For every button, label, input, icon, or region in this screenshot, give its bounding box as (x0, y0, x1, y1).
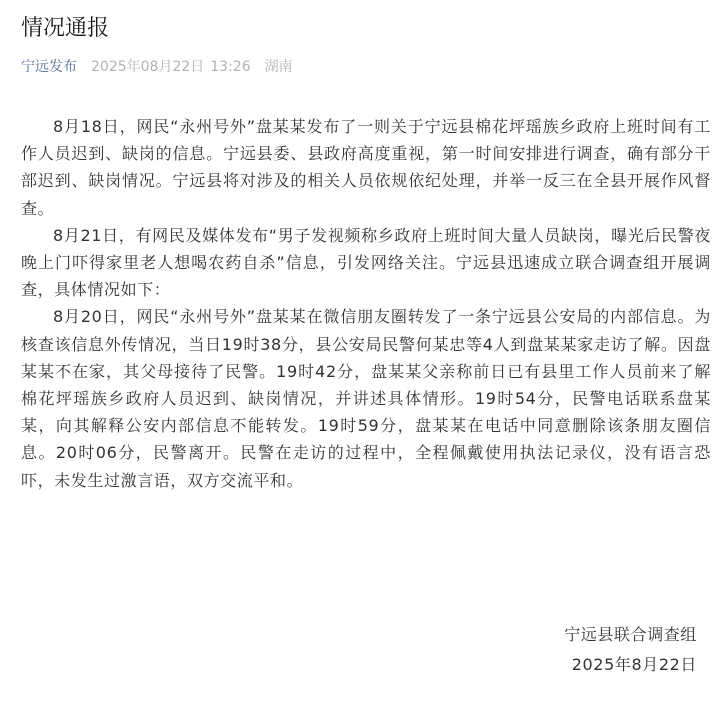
paragraph-3: 8月20日，网民“永州号外”盘某某在微信朋友圈转发了一条宁远县公安局的内部信息。为核查该信息外传情况，当日19时38分，县公安局民警何某忠等4人到盘某某家走访了解。因盘某某不在家，其父母接待了民警。19时42分，盘某某父亲称前日已有县里工作人员前来了解棉花坪瑶族乡政府人员迟到、缺岗情况，并讲述具体情形。19时54分，民警电话联系盘某某，向其解释公安内部信息不能转发。19时59分，盘某某在电话中同意删除该条朋友圈信息。20时06分，民警离开。民警在走访的过程中，全程佩戴使用执法记录仪，没有语言恐吓，未发生过激言语，双方交流平和。 (21, 307, 711, 490)
article-title: 情况通报 (21, 16, 110, 41)
publish-date: 2025年08月22日 (91, 59, 205, 75)
signature-block (564, 620, 697, 680)
account-name-link[interactable]: 宁远发布 (21, 59, 77, 75)
paragraph-2: 8月21日，有网民及媒体发布“男子发视频称乡政府上班时间大量人员缺岗，曝光后民警夜晚上门吓得家里老人想喝农药自杀”信息，引发网络关注。宁远县迅速成立联合调查组开展调查，具体情况如下： (21, 225, 711, 300)
paragraph-1: 8月18日，网民“永州号外”盘某某发布了一则关于宁远县棉花坪瑶族乡政府上班时间有工作人员迟到、缺岗的信息。宁远县委、县政府高度重视，第一时间安排进行调查，确有部分干部迟到、缺岗情况。宁远县将对涉及的相关人员依规依纪处理，并举一反三在全县开展作风督查。 (21, 117, 711, 218)
article-meta (21, 57, 293, 77)
signature-org: 宁远县联合调查组 (564, 625, 697, 644)
publish-time: 13:26 (210, 59, 251, 75)
article-body (21, 113, 711, 494)
signature-date: 2025年8月22日 (571, 655, 697, 674)
publish-location: 湖南 (264, 59, 293, 75)
